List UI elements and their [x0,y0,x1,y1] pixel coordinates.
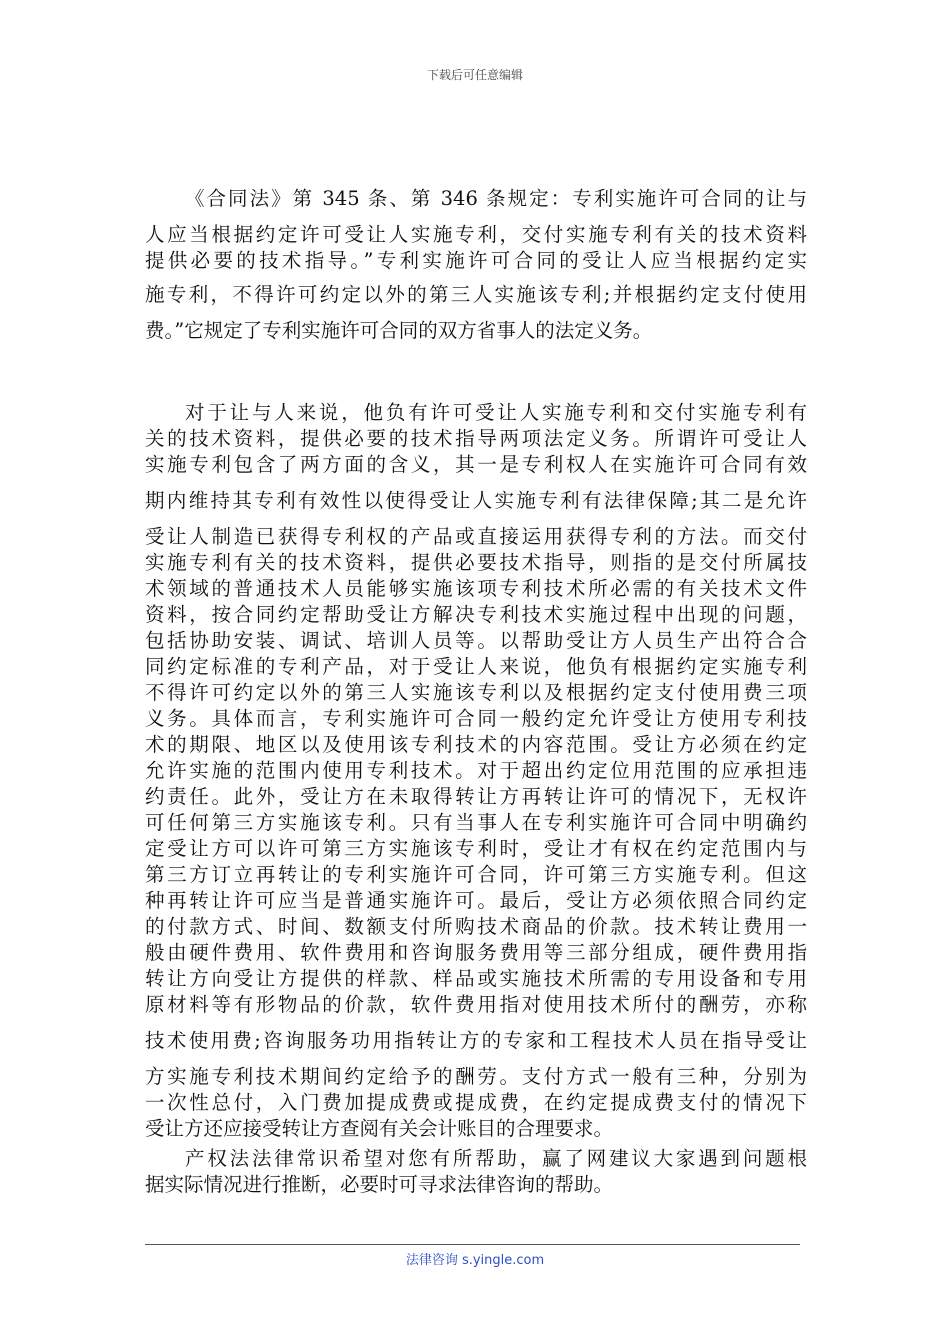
text-line: 受让方还应接受转让方查阅有关会计账目的合理要求。 [145,1117,614,1140]
text-line: 种再转让许可应当是普通实施许可。最后，受让方必须依照合同约定 [145,889,807,912]
text-line: 义务。具体而言，专利实施许可合同一般约定允许受让方使用专利技 [145,707,807,730]
text-line: 同约定标准的专利产品，对于受让人来说，他负有根据约定实施专利 [145,655,807,678]
text-line: 一次性总付，入门费加提成费或提成费，在约定提成费支付的情况下 [145,1091,807,1114]
text-line: 方实施专利技术期间约定给予的酬劳。支付方式一般有三种，分别为 [145,1065,807,1088]
text-line: 可任何第三方实施该专利。只有当事人在专利实施许可合同中明确约 [145,811,807,834]
text-line: 施专利，不得许可约定以外的第三人实施该专利;并根据约定支付使用 [145,283,807,306]
text-line: 技术使用费;咨询服务功用指转让方的专家和工程技术人员在指导受让 [145,1029,807,1052]
text-line: 般由硬件费用、软件费用和咨询服务费用等三部分组成，硬件费用指 [145,941,807,964]
text-line: 费。”它规定了专利实施许可合同的双方省事人的法定义务。 [145,319,653,342]
text-line: 不得许可约定以外的第三人实施该专利以及根据约定支付使用费三项 [145,681,807,704]
text-line: 术领域的普通技术人员能够实施该项专利技术所必需的有关技术文件 [145,577,807,600]
paragraph-1 [145,186,807,344]
text-line: 提供必要的技术指导。”专利实施许可合同的受让人应当根据约定实 [145,249,807,272]
text-line: 定受让方可以许可第三方实施该专利时，受让才有权在约定范围内与 [145,837,807,860]
text-line: 转让方向受让方提供的样款、样品或实施技术所需的专用设备和专用 [145,967,807,990]
text-line: 资料，按合同约定帮助受让方解决专利技术实施过程中出现的问题， [145,603,807,626]
text-line: 关的技术资料，提供必要的技术指导两项法定义务。所谓许可受让人 [145,427,807,450]
text-line: 允许实施的范围内使用专利技术。对于超出约定位用范围的应承担违 [145,759,807,782]
text-line: 人应当根据约定许可受让人实施专利，交付实施专利有关的技术资料 [145,223,807,246]
text-line: 据实际情况进行推断，必要时可寻求法律咨询的帮助。 [145,1173,614,1196]
text-line: 产权法法律常识希望对您有所帮助，赢了网建议大家遇到问题根 [185,1147,807,1170]
text-line: 第三方订立再转让的专利实施许可合同，许可第三方实施专利。但这 [145,863,807,886]
text-line: 的付款方式、时间、数额支付所购技术商品的价款。技术转让费用一 [145,915,807,938]
text-line: 包括协助安装、调试、培训人员等。以帮助受让方人员生产出符合合 [145,629,807,652]
footer-divider [145,1244,800,1245]
text-line: 《合同法》第 345 条、第 346 条规定：专利实施许可合同的让与 [185,187,807,210]
text-line: 实施专利包含了两方面的含义，其一是专利权人在实施许可合同有效 [145,453,807,476]
text-line: 原材料等有形物品的价款，软件费用指对使用技术所付的酬劳，亦称 [145,993,807,1016]
text-line: 期内维持其专利有效性以使得受让人实施专利有法律保障;其二是允许 [145,489,807,512]
text-line: 实施专利有关的技术资料，提供必要技术指导，则指的是交付所属技 [145,551,807,574]
footer-link[interactable]: 法律咨询 s.yingle.com [405,1253,545,1268]
text-line: 对于让与人来说，他负有许可受让人实施专利和交付实施专利有 [185,401,807,424]
text-line: 受让人制造已获得专利权的产品或直接运用获得专利的方法。而交付 [145,525,807,548]
page-header: 下载后可任意编辑 [426,68,523,82]
paragraph-3 [145,1146,807,1198]
paragraph-2 [145,400,807,1142]
text-line: 术的期限、地区以及使用该专利技术的内容范围。受让方必须在约定 [145,733,807,756]
text-line: 约责任。此外，受让方在未取得转让方再转让许可的情况下，无权许 [145,785,807,808]
